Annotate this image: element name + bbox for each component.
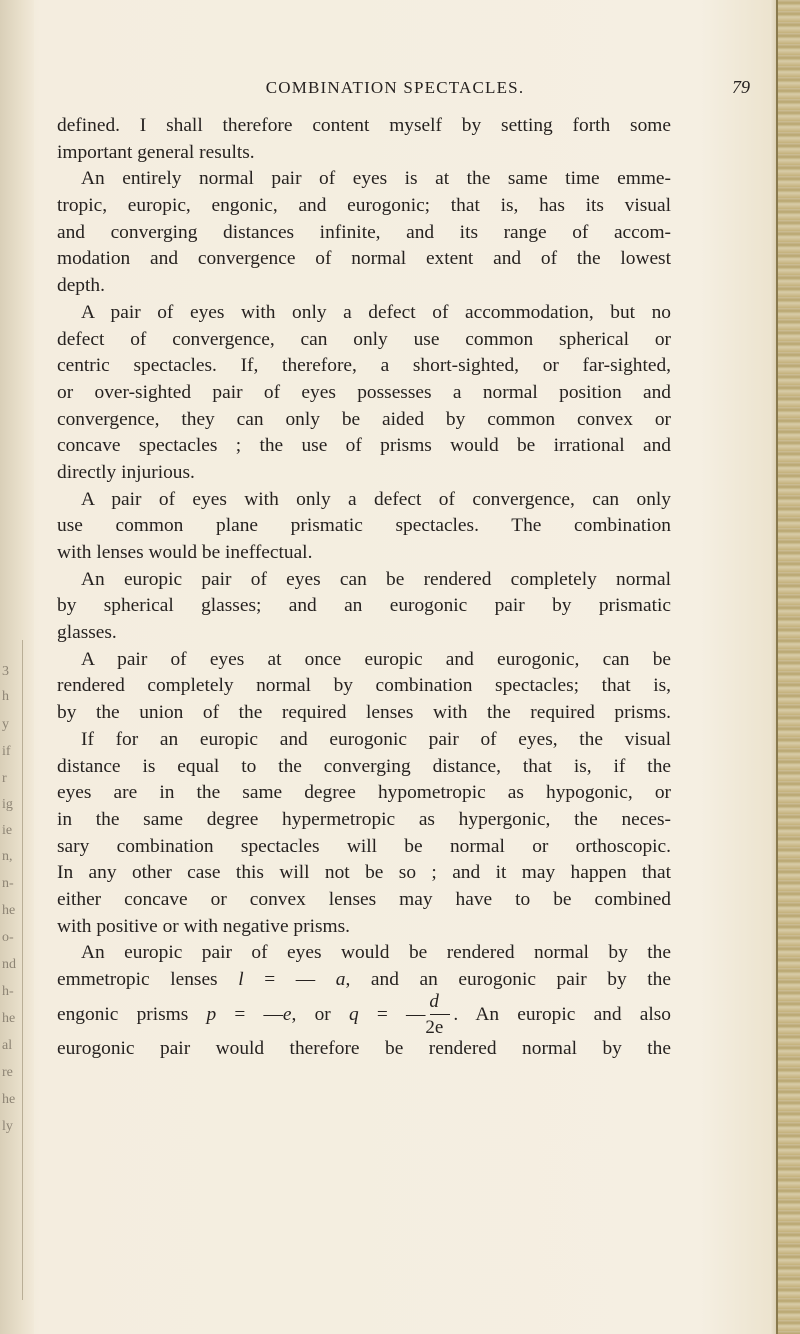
math-variable: q <box>348 1003 359 1025</box>
text-line: rendered completely normal by combination spectacles; that is, <box>57 675 671 697</box>
text-line: defect of convergence, can only use common spherical or <box>57 328 671 350</box>
text-fragment: , or <box>291 1003 349 1025</box>
text-line: concave spectacles ; the use of prisms would be irrational and <box>57 435 671 457</box>
binding-edge <box>0 0 34 1334</box>
text-line: eurogonic pair would therefore be rendered normal by the <box>57 1037 671 1059</box>
bleed-mark: ly <box>2 1119 13 1134</box>
text-line: A pair of eyes with only a defect of accommodation, but no <box>81 301 671 323</box>
fraction-numerator: d <box>429 991 439 1013</box>
text-fragment: emmetropic lenses <box>57 969 239 990</box>
math-variable: p <box>206 1003 217 1025</box>
bleed-mark: n, <box>2 849 13 864</box>
text-line: In any other case this will not be so ; and it may happen that <box>57 862 671 884</box>
text-fragment: = — <box>243 969 336 990</box>
text-line: and converging distances infinite, and its range of accom- <box>57 221 671 243</box>
text-line: use common plane prismatic spectacles. The combination <box>57 515 671 537</box>
text-line: centric spectacles. If, therefore, a short-sighted, or far-sighted, <box>57 355 671 377</box>
running-title: COMBINATION SPECTACLES. <box>265 78 525 97</box>
bleed-mark: y <box>2 717 9 732</box>
text-line: with positive or with negative prisms. <box>57 915 350 937</box>
text-line: distance is equal to the converging distance, that is, if the <box>57 755 671 777</box>
bleed-mark: h- <box>2 984 14 999</box>
text-fragment: = — <box>216 1003 283 1025</box>
fraction-denominator: 2e <box>425 1017 444 1039</box>
text-line: with lenses would be ineffectual. <box>57 542 313 563</box>
bleed-mark: if <box>2 744 11 759</box>
text-fragment: . An europic and also <box>453 1003 671 1025</box>
bleed-mark: ie <box>2 823 13 838</box>
math-variable: l <box>238 969 244 990</box>
bleed-mark: n- <box>2 876 14 891</box>
bleed-mark: o- <box>2 930 14 945</box>
text-line: in the same degree hypermetropic as hypergonic, the neces- <box>57 808 671 830</box>
text-line: depth. <box>57 275 105 297</box>
bleed-mark: he <box>2 1011 16 1026</box>
bleed-mark: al <box>2 1038 13 1053</box>
text-line: by the union of the required lenses with the required prisms. <box>57 702 671 724</box>
text-line: glasses. <box>57 622 117 644</box>
formula-line <box>57 991 671 1039</box>
bleed-mark: 3 <box>2 664 9 679</box>
text-line: convergence, they can only be aided by common convex or <box>57 408 671 430</box>
bleed-mark: re <box>2 1065 13 1080</box>
text-line: or over-sighted pair of eyes possesses a normal position and <box>57 381 671 403</box>
bleed-mark: he <box>2 1092 16 1107</box>
math-variable: e <box>282 1003 292 1025</box>
text-line: An entirely normal pair of eyes is at the same time emme- <box>81 168 671 190</box>
text-line: An europic pair of eyes would be rendered normal by the <box>81 942 671 964</box>
text-line: sary combination spectacles will be normal or orthoscopic. <box>57 835 671 857</box>
text-line: directly injurious. <box>57 461 195 483</box>
text-fragment: = — <box>358 1003 426 1025</box>
math-variable: a <box>335 969 346 990</box>
adjacent-page-edge <box>776 0 800 1334</box>
running-head <box>40 74 750 98</box>
text-line: defined. I shall therefore content myself by setting forth some <box>57 115 671 136</box>
emmetropic-line <box>57 967 671 994</box>
bleed-mark: nd <box>2 957 16 972</box>
text-line: eyes are in the same degree hypometropic as hypogonic, or <box>57 782 671 804</box>
text-line: A pair of eyes with only a defect of convergence, can only <box>81 488 671 510</box>
bleed-mark: ig <box>2 797 13 812</box>
text-line: either concave or convex lenses may have to be combined <box>57 888 671 910</box>
bleed-mark: h <box>2 689 9 704</box>
text-line: important general results. <box>57 141 255 163</box>
bleed-mark: r <box>2 771 7 786</box>
bleed-mark: he <box>2 903 16 918</box>
text-fragment: engonic prisms <box>57 1003 207 1025</box>
text-fragment: , and an eurogonic pair by the <box>345 969 671 990</box>
text-line: An europic pair of eyes can be rendered completely normal <box>81 568 671 590</box>
text-line: A pair of eyes at once europic and eurogonic, can be <box>81 648 671 670</box>
gutter-rule <box>22 640 23 1300</box>
text-line: by spherical glasses; and an eurogonic pair by prismatic <box>57 595 671 617</box>
body-text <box>57 113 671 1062</box>
text-line: modation and convergence of normal extent and of the lowest <box>57 248 671 270</box>
text-line: If for an europic and eurogonic pair of eyes, the visual <box>81 728 671 750</box>
text-line: tropic, europic, engonic, and eurogonic; that is, has its visual <box>57 195 671 217</box>
page-number: 79 <box>732 77 750 97</box>
